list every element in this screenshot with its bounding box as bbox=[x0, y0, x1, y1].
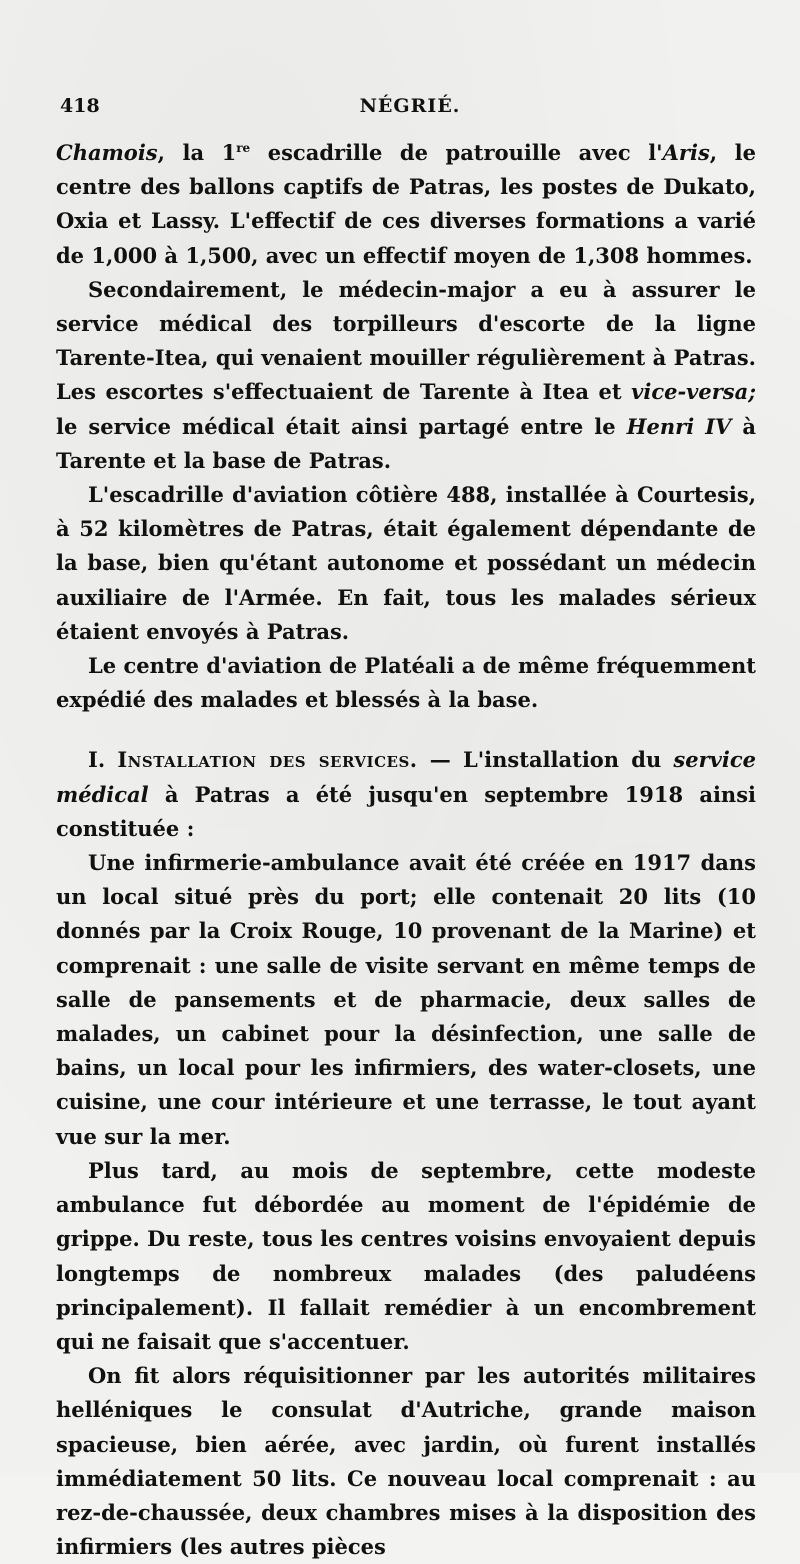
text-segment: Installation des services. bbox=[117, 747, 418, 773]
text-segment: à Tarente et la base de Patras. bbox=[56, 413, 756, 473]
paragraph-p7 bbox=[56, 1359, 756, 1564]
text-segment: Secondairement, le médecin-major a eu à assurer le service médical des torpilleurs d'escorte de la ligne Tarente-Itea, qui venaient mouiller régulièrement à Patras. Les escortes s'effectuaient de Tarente à Itea et bbox=[56, 276, 756, 405]
body-text bbox=[56, 136, 756, 1564]
paragraph-p4 bbox=[56, 743, 756, 846]
paragraph-p3 bbox=[56, 649, 756, 717]
text-segment: I. bbox=[88, 747, 118, 773]
paragraph-gap bbox=[56, 717, 756, 743]
text-segment: Le centre d'aviation de Platéali a de même fréquemment expédié des malades et blessés à la base. bbox=[56, 653, 757, 713]
page-number: 418 bbox=[60, 95, 100, 117]
page-header bbox=[60, 95, 760, 121]
text-segment: , le centre des ballons captifs de Patras, les postes de Dukato, Oxia et Lassy. L'effectif de ces diverses formations a varié de 1,000 à 1,500, avec un effectif moyen de 1,308 hommes. bbox=[56, 140, 756, 268]
text-segment: vice-versa; bbox=[631, 379, 756, 405]
running-title: NÉGRIÉ. bbox=[359, 95, 461, 117]
text-segment: Chamois bbox=[56, 140, 158, 165]
text-segment: escadrille de patrouille avec l' bbox=[250, 140, 663, 165]
paragraph-p0 bbox=[56, 136, 756, 273]
paragraph-p6 bbox=[56, 1154, 756, 1359]
text-segment: re bbox=[236, 141, 251, 155]
text-segment: Plus tard, au mois de septembre, cette modeste ambulance fut débordée au moment de l'épidémie de grippe. Du reste, tous les centres voisins envoyaient depuis longtemps de nombreux malades (des paludéens principalement). Il fallait remédier à un encombrement qui ne faisait que s'accentuer. bbox=[56, 1157, 756, 1354]
paragraph-p2 bbox=[56, 478, 756, 649]
text-segment: service médical bbox=[56, 747, 756, 807]
text-segment: L'escadrille d'aviation côtière 488, installée à Courtesis, à 52 kilomètres de Patras, était également dépendante de la base, bien qu'étant autonome et possédant un médecin auxiliaire de l'Armée. En fait, tous les malades sérieux étaient envoyés à Patras. bbox=[56, 482, 756, 644]
text-segment: à Patras a été jusqu'en septembre 1918 ainsi constituée : bbox=[56, 781, 756, 841]
text-segment: , la 1 bbox=[157, 140, 237, 165]
paragraph-p1 bbox=[56, 273, 756, 478]
paragraph-p5 bbox=[56, 846, 756, 1154]
text-segment: Aris bbox=[662, 140, 710, 165]
text-segment: On fit alors réquisitionner par les autorités militaires helléniques le consulat d'Autriche, grande maison spacieuse, bien aérée, avec jardin, où furent installés immédiatement 50 lits. Ce nouveau local comprenait : au rez-de-chaussée, deux chambres mises à la disposition des infirmiers (les autres pièces bbox=[56, 1363, 756, 1560]
text-segment: — L'installation du bbox=[417, 747, 674, 773]
text-segment: Une infirmerie-ambulance avait été créée en 1917 dans un local situé près du port; elle contenait 20 lits (10 donnés par la Croix Rouge, 10 provenant de la Marine) et comprenait : une salle de visite servant en même temps de salle de pansements et de pharmacie, deux salles de malades, un cabinet pour la désinfection, une salle de bains, un local pour les infirmiers, des water-closets, une cuisine, une cour intérieure et une terrasse, le tout ayant vue sur la mer. bbox=[56, 850, 756, 1149]
text-segment: le service médical était ainsi partagé entre le bbox=[56, 413, 627, 439]
text-segment: Henri IV bbox=[626, 413, 732, 439]
